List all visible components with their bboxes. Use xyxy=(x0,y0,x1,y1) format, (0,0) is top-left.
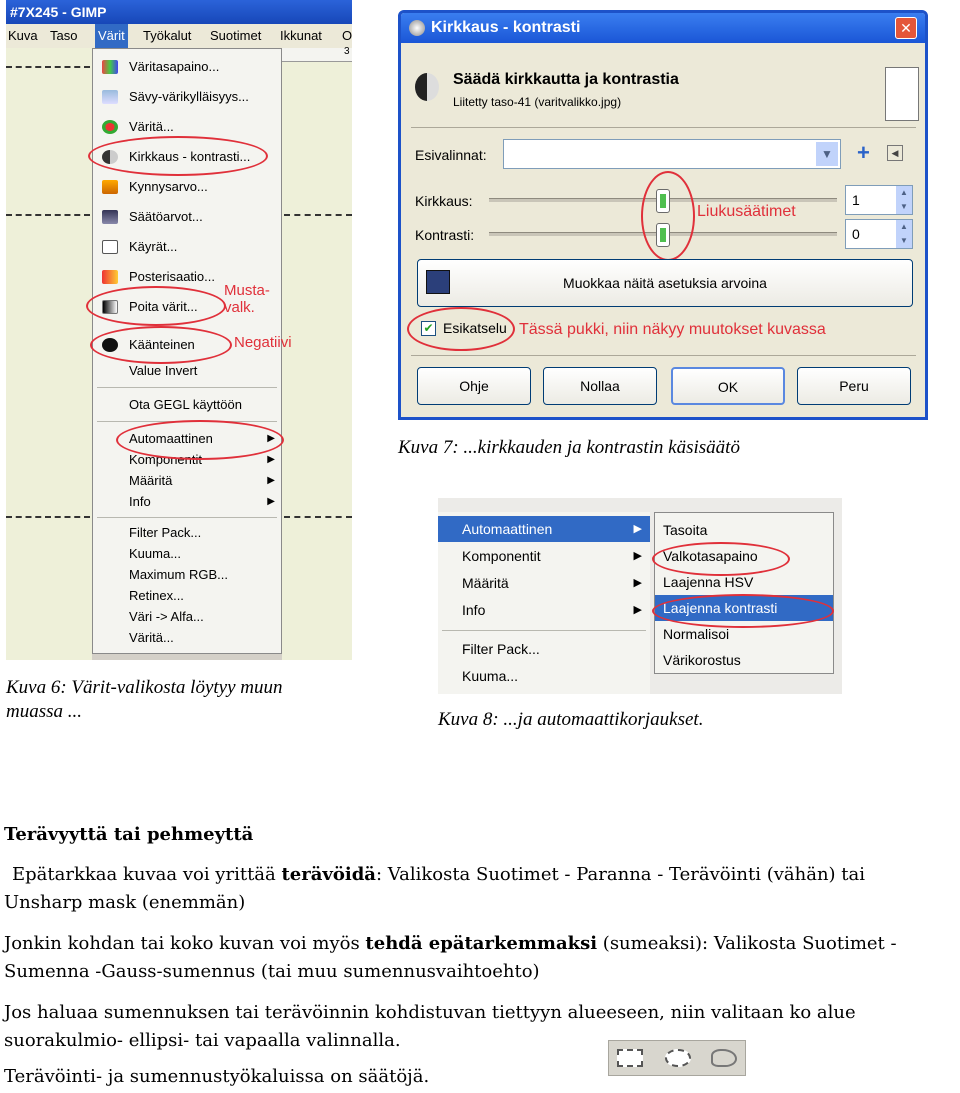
submenu-arrow-icon: ▶ xyxy=(633,577,642,589)
chevron-down-icon[interactable]: ▼ xyxy=(816,142,838,166)
gimp-icon xyxy=(409,20,425,36)
submenu-arrow-icon: ▶ xyxy=(267,454,275,465)
paragraph-tools: Terävöinti- ja sumennustyökaluissa on säätöjä. xyxy=(4,1066,430,1087)
color-balance-icon xyxy=(102,60,118,74)
paragraph-blur-cont: Sumenna -Gauss-sumennus (tai muu sumennusvaihtoehto) xyxy=(4,961,540,982)
highlight-ring xyxy=(641,171,695,261)
highlight-ring xyxy=(86,286,226,326)
menu-item-colorify[interactable]: Väritä... xyxy=(129,630,174,645)
menu-taso[interactable]: Taso xyxy=(50,28,78,43)
submenu-arrow-icon: ▶ xyxy=(633,604,642,616)
submenu-arrow-icon: ▶ xyxy=(633,523,642,535)
menu-kuva[interactable]: Kuva xyxy=(8,28,38,43)
menu-item-auto[interactable]: Automaattinen ▶ xyxy=(93,429,281,449)
highlight-ring xyxy=(116,420,284,460)
menu-item-hot[interactable]: Kuuma... xyxy=(462,668,519,684)
emphasis-sharpen: terävöidä xyxy=(281,864,376,885)
figure-auto-submenu xyxy=(438,498,842,694)
menu-item-color-enhance[interactable]: Värikorostus xyxy=(663,652,741,668)
edit-as-values-button[interactable]: Muokkaa näitä asetuksia arvoina xyxy=(417,259,913,307)
menu-ohje[interactable]: O xyxy=(342,28,352,43)
menu-item-stretch-contrast[interactable]: Laajenna kontrasti xyxy=(655,595,833,621)
curves-icon xyxy=(102,240,118,254)
spin-arrows-icon[interactable]: ▲ ▼ xyxy=(896,186,912,214)
posterize-icon xyxy=(102,270,118,284)
paragraph-selection-cont: suorakulmio- ellipsi- tai vapaalla valinnalla. xyxy=(4,1030,401,1051)
dialog-subheading: Liitetty taso-41 (varitvalikko.jpg) xyxy=(453,95,622,109)
preview-checkbox[interactable]: ✔ xyxy=(421,321,436,336)
layer-thumbnail xyxy=(885,67,919,121)
image-canvas[interactable] xyxy=(6,48,92,660)
ok-button[interactable]: OK xyxy=(671,367,785,405)
annotation-black-white: Musta-valk. xyxy=(224,282,270,316)
help-button[interactable]: Ohje xyxy=(417,367,531,405)
menu-item-hot[interactable]: Kuuma... xyxy=(129,546,182,561)
ruler xyxy=(282,48,352,62)
menu-item-filter-pack[interactable]: Filter Pack... xyxy=(462,641,540,657)
close-icon[interactable]: ✕ xyxy=(895,17,917,39)
submenu-arrow-icon: ▶ xyxy=(633,550,642,562)
menu-separator xyxy=(97,517,277,518)
auto-submenu xyxy=(654,512,834,674)
menu-item-normalize[interactable]: Normalisoi xyxy=(663,626,730,642)
submenu-arrow-icon: ▶ xyxy=(267,433,275,444)
brightness-spinbox[interactable]: 1 ▲ ▼ xyxy=(845,185,913,215)
menu-item-auto[interactable]: Automaattinen ▶ xyxy=(438,516,650,542)
section-heading: Terävyyttä tai pehmeyttä xyxy=(4,824,254,845)
menu-item-levels[interactable]: Säätöarvot... xyxy=(93,207,281,227)
menu-item-info[interactable]: Info ▶ xyxy=(438,597,650,623)
menu-tyokalut[interactable]: Työkalut xyxy=(143,28,192,43)
caption-figure-8: Kuva 8: ...ja automaattikorjaukset. xyxy=(438,709,704,730)
menu-item-hue-saturation[interactable]: Sävy-värikylläisyys... xyxy=(93,87,281,107)
selection-marquee xyxy=(284,214,352,216)
divider xyxy=(411,127,916,128)
menu-item-white-balance[interactable]: Valkotasapaino xyxy=(663,548,758,564)
paragraph-sharpen-cont: Unsharp mask (enemmän) xyxy=(4,892,246,913)
menu-item-map[interactable]: Määritä ▶ xyxy=(438,570,650,596)
highlight-ring xyxy=(652,542,790,576)
menu-item-brightness-contrast[interactable]: Kirkkaus - kontrasti... xyxy=(93,147,281,167)
histogram-icon xyxy=(426,270,450,294)
paragraph-selection: Jos haluaa sumennuksen tai terävöinnin kohdistuvan tiettyyn alueeseen, niin valitaan ko alue xyxy=(4,1002,856,1023)
menu-item-info[interactable]: Info ▶ xyxy=(93,492,281,512)
annotation-preview: Tässä pukki, niin näkyy muutokset kuvassa xyxy=(519,321,826,338)
menu-item-equalize[interactable]: Tasoita xyxy=(663,522,708,538)
menu-item-components[interactable]: Komponentit ▶ xyxy=(93,450,281,470)
contrast-label: Kontrasti: xyxy=(415,227,475,243)
emphasis-blur: tehdä epätarkemmaksi xyxy=(365,933,598,954)
highlight-ring xyxy=(407,307,515,351)
contrast-spinbox[interactable]: 0 ▲ ▼ xyxy=(845,219,913,249)
menu-item-map[interactable]: Määritä ▶ xyxy=(93,471,281,491)
menu-item-color-to-alpha[interactable]: Väri -> Alfa... xyxy=(129,609,204,624)
caption-figure-7: Kuva 7: ...kirkkauden ja kontrastin käsisäätö xyxy=(398,437,740,458)
menu-item-filter-pack[interactable]: Filter Pack... xyxy=(129,525,202,540)
preset-menu-icon[interactable]: ◀ xyxy=(887,145,903,161)
hue-saturation-icon xyxy=(102,90,118,104)
window-title: #7X245 - GIMP xyxy=(6,0,352,24)
threshold-icon xyxy=(102,180,118,194)
submenu-arrow-icon: ▶ xyxy=(267,475,275,486)
menu-suotimet[interactable]: Suotimet xyxy=(210,28,262,43)
menu-ikkunat[interactable]: Ikkunat xyxy=(280,28,322,43)
figure-gimp-colors-menu xyxy=(6,0,352,660)
menu-item-gegl[interactable]: Ota GEGL käyttöön xyxy=(129,397,242,412)
menu-item-color-balance[interactable]: Väritasapaino... xyxy=(93,57,281,77)
menu-varit[interactable]: Värit xyxy=(95,24,128,48)
annotation-negative: Negatiivi xyxy=(234,334,292,351)
spin-arrows-icon[interactable]: ▲ ▼ xyxy=(896,220,912,248)
brightness-label: Kirkkaus: xyxy=(415,193,473,209)
annotation-sliders: Liukusäätimet xyxy=(697,203,796,220)
dialog-heading: Säädä kirkkautta ja kontrastia xyxy=(453,71,679,88)
highlight-ring xyxy=(652,594,834,628)
menu-item-colorize[interactable]: Väritä... xyxy=(93,117,281,137)
selection-marquee xyxy=(6,516,90,518)
menu-item-desaturate[interactable]: Poita värit... xyxy=(93,297,281,317)
dialog-titlebar xyxy=(401,13,925,43)
dialog-title: Kirkkaus - kontrasti xyxy=(431,19,581,36)
brightness-contrast-icon xyxy=(415,73,439,101)
colors-submenu-list xyxy=(438,512,650,694)
reset-button[interactable]: Nollaa xyxy=(543,367,657,405)
divider xyxy=(411,355,916,356)
menu-separator xyxy=(442,630,646,631)
menu-item-invert[interactable]: Käänteinen xyxy=(93,335,281,355)
colorize-icon xyxy=(102,120,118,134)
brightness-contrast-dialog xyxy=(398,10,928,420)
menu-item-threshold[interactable]: Kynnysarvo... xyxy=(93,177,281,197)
menu-item-curves[interactable]: Käyrät... xyxy=(93,237,281,257)
selection-marquee xyxy=(284,516,352,518)
menu-separator xyxy=(97,387,277,388)
image-canvas-right[interactable] xyxy=(282,62,352,660)
caption-figure-6: Kuva 6: Värit-valikosta löytyy muun muassa ... xyxy=(6,677,283,722)
highlight-ring xyxy=(88,136,268,176)
selection-marquee xyxy=(6,66,90,68)
menu-item-maximum-rgb[interactable]: Maximum RGB... xyxy=(129,567,228,582)
menu-item-retinex[interactable]: Retinex... xyxy=(129,588,184,603)
levels-icon xyxy=(102,210,118,224)
preview-label[interactable]: Esikatselu xyxy=(443,320,507,336)
paragraph-blur: Jonkin kohdan tai koko kuvan voi myös tehdä epätarkemmaksi (sumeaksi): Valikosta Suotimet - xyxy=(4,933,897,954)
ruler-mark: 3 xyxy=(344,46,350,57)
add-preset-icon[interactable]: + xyxy=(857,140,870,165)
menu-item-posterize[interactable]: Posterisaatio... xyxy=(93,267,281,287)
menu-item-stretch-hsv[interactable]: Laajenna HSV xyxy=(663,574,754,590)
menu-item-value-invert[interactable]: Value Invert xyxy=(129,363,198,378)
paragraph-sharpen: Epätarkkaa kuvaa voi yrittää terävöidä: Valikosta Suotimet - Paranna - Terävöinti (vähän) tai xyxy=(12,864,866,885)
submenu-arrow-icon: ▶ xyxy=(267,496,275,507)
menubar xyxy=(6,24,352,48)
cancel-button[interactable]: Peru xyxy=(797,367,911,405)
selection-marquee xyxy=(6,214,90,216)
highlight-ring xyxy=(90,326,232,364)
presets-combo[interactable] xyxy=(503,139,841,169)
menu-item-components[interactable]: Komponentit ▶ xyxy=(438,543,650,569)
presets-label: Esivalinnat: xyxy=(415,147,487,163)
